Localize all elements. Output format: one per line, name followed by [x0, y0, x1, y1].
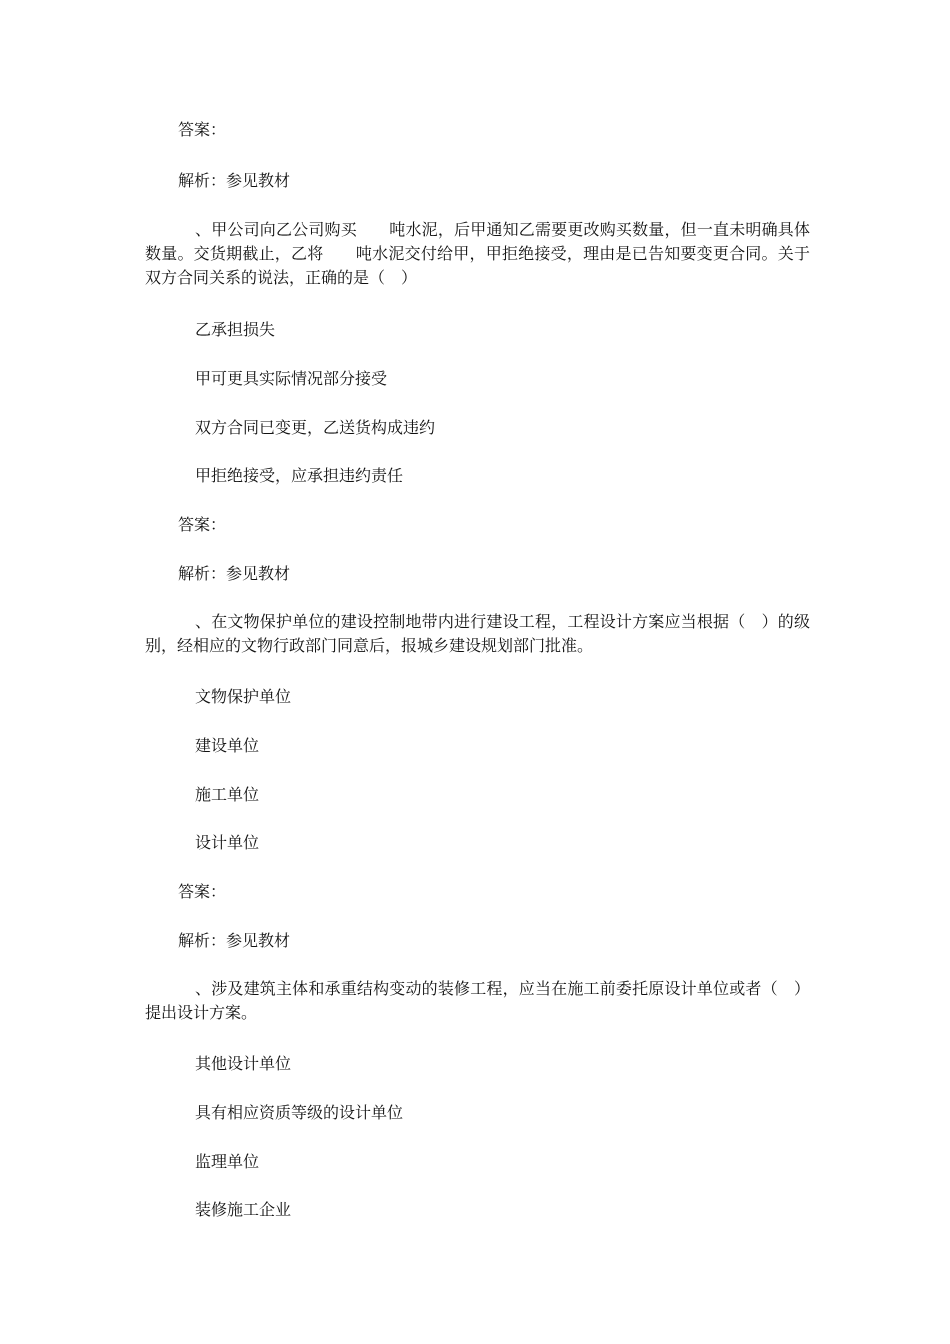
option-a: 文物保护单位 [195, 687, 292, 706]
analysis-text: 解析：参见教材 [178, 564, 291, 583]
option-b: 建设单位 [195, 736, 260, 755]
question-text: 、在文物保护单位的建设控制地带内进行建设工程，工程设计方案应当根据（ ）的级别，经相应的文物行政部门同意后，报城乡建设规划部门批准。 [145, 612, 810, 655]
option-a: 乙承担损失 [195, 320, 276, 339]
answer-label: 答案： [178, 515, 227, 534]
option-c: 监理单位 [195, 1152, 260, 1171]
question-text: 、涉及建筑主体和承重结构变动的装修工程，应当在施工前委托原设计单位或者（ ）提出设计方案。 [145, 979, 810, 1022]
answer-label: 答案： [178, 882, 227, 901]
option-d: 装修施工企业 [195, 1200, 292, 1219]
option-d: 设计单位 [195, 833, 260, 852]
analysis-text: 解析：参见教材 [178, 171, 291, 190]
option-b: 甲可更具实际情况部分接受 [195, 369, 388, 388]
option-c: 双方合同已变更，乙送货构成违约 [195, 418, 436, 437]
analysis-text: 解析：参见教材 [178, 931, 291, 950]
question-text: 、甲公司向乙公司购买 吨水泥，后甲通知乙需要更改购买数量，但一直未明确具体数量。交货期截止，乙将 吨水泥交付给甲，甲拒绝接受，理由是已告知要变更合同。关于双方合同关系的说法，正确的是（ ） [145, 220, 810, 287]
option-d: 甲拒绝接受，应承担违约责任 [195, 466, 404, 485]
option-a: 其他设计单位 [195, 1054, 292, 1073]
answer-label: 答案： [178, 120, 227, 139]
option-c: 施工单位 [195, 785, 260, 804]
option-b: 具有相应资质等级的设计单位 [195, 1103, 404, 1122]
